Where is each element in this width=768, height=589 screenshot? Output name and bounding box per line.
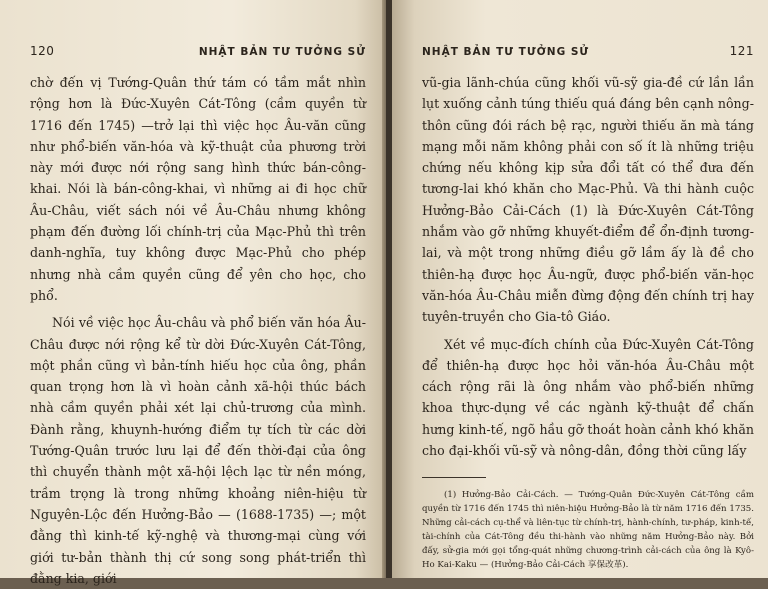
right-running-title: NHẬT BẢN TƯ TƯỞNG SỬ bbox=[422, 46, 590, 58]
right-page-header bbox=[422, 44, 754, 58]
right-paragraph-1: vũ-gia lãnh-chúa cũng khối vũ-sỹ gia-đề cứ lần lần lụt xuống cảnh túng thiếu quá đáng bên cạnh nông-thôn cũng đói rách bệ rạc, người thiếu ăn mà táng mạng mỗi năm không phải con số ít là những triệu chứng nếu không kịp sửa đổi tất có thể đưa đến tương-lai khó khăn cho Mạc-Phủ. Và thi hành cuộc Hưởng-Bảo Cải-Cách (1) là Đức-Xuyên Cát-Tông nhắm vào gỡ những khuyết-điểm để ổn-định tương-lai, và một trong những điều gỡ lầm ấy là đề cho thiên-hạ được học Âu-ngữ, được phổ-biến văn-học văn-hóa Âu-Châu miễn đừng động đến chính trị hay tuyên-truyền cho Gia-tô Giáo. bbox=[422, 75, 754, 325]
footnote bbox=[422, 488, 754, 572]
left-running-title: NHẬT BẢN TƯ TƯỞNG SỬ bbox=[198, 46, 366, 58]
left-paragraph-1: chờ đến vị Tướng-Quân thứ tám có tầm mắt nhìn rộng hơn là Đức-Xuyên Cát-Tông (cầm quyền từ 1716 đến 1745) —trở lại thì việc học Âu-văn cũng như phổ-biến văn-hóa và kỹ-thuật của phương trời này mới được nới rộng sang hình thức bán-công-khai. Nói là bán-công-khai, vì những ai đi học chữ Âu-Châu, viết sách nói về Âu-Châu nhưng không phạm đến đường lối chính-trị của Mạc-Phủ thì trên danh-nghĩa, tuy không được Mạc-Phủ cho phép nhưng nhà cầm quyền cũng để yên cho học, cho phổ. bbox=[30, 75, 366, 303]
right-page bbox=[392, 0, 768, 578]
footnote-text: (1) Hưởng-Bảo Cải-Cách. — Tướng-Quân Đức-Xuyên Cát-Tông cầm quyền từ 1716 đến 1745 thì niên-hiệu Hưởng-Bảo là từ năm 1716 đến 1735. Những cải-cách cụ-thể và liên-tục từ chính-trị, hành-chính, tư-pháp, kinh-tế, tài-chính của Cát-Tông đều thi-hành vào những năm Hưởng-Bảo này. Bởi đấy, sử-gia mới gọi tổng-quát những chương-trình cải-cách của ông là Kyô-Ho Kai-Kaku — (Hưởng-Bảo Cải-Cách 享保改革). bbox=[422, 490, 754, 571]
left-paragraph-2: Nói về việc học Âu-châu và phổ biến văn hóa Âu-Châu được nới rộng kể từ dời Đức-Xuyên Cát-Tông, một phần cũng vì bản-tính hiếu học của ông, phần quan trọng hơn là vì hoàn cảnh xã-hội thúc bách nhà cầm quyền phải xét lại chủ-trương của mình. Đành rằng, khuynh-hướng điểm tự tích từ các dời Tướng-Quân trước lưu lại để đến thời-đại của ông thì chuyển thành một xã-hội lệch lạc từ nền móng, trầm trọng là trong những khoảng niên-hiệu từ Nguyên-Lộc đến Hưởng-Bảo — (1688-1735) —; một đằng thì kinh-tế kỹ-nghệ và thương-mại cùng với giới tư-bản thành thị cứ song song phát-triển thì đằng kia, giới bbox=[30, 315, 366, 586]
right-page-number: 121 bbox=[729, 44, 754, 58]
left-body-text bbox=[30, 72, 366, 589]
right-paragraph-2: Xét về mục-đích chính của Đức-Xuyên Cát-Tông để thiên-hạ được học hỏi văn-hóa Âu-Châu một cách rộng rãi là ông nhắm vào phổ-biến những khoa thực-dụng về các ngành kỹ-thuật để chấn hưng kinh-tế, ngõ hầu gỡ thoát hoàn cảnh khó khăn cho đại-khối vũ-sỹ và nông-dân, đồng thời cũng lấy bbox=[422, 336, 754, 459]
left-page-header bbox=[30, 44, 366, 58]
footnote-rule bbox=[422, 477, 486, 478]
right-body-text bbox=[422, 72, 754, 461]
left-page-number: 120 bbox=[30, 44, 55, 58]
